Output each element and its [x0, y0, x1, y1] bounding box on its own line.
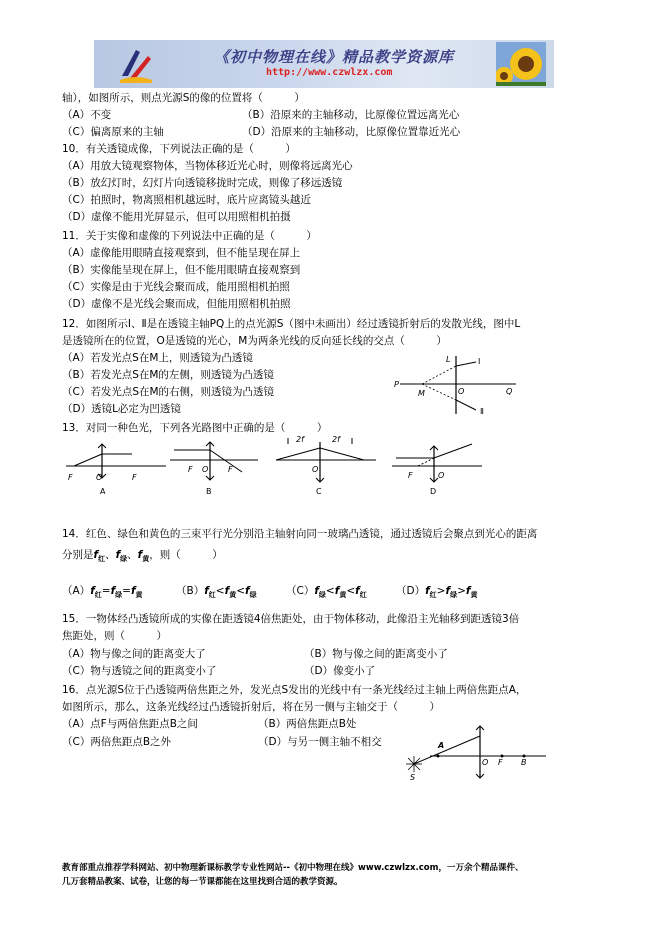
q11-option-c[interactable]: （C）实像是由于光线会聚而成，能用照相机拍照 [62, 281, 290, 293]
q14-option-a[interactable]: $(A)f_红=f_绿=f_黄$ [62, 585, 143, 600]
label-q: Q [506, 387, 513, 396]
label-i: Ⅰ [478, 357, 481, 366]
q13-figure-d [392, 444, 482, 496]
q15-option-b[interactable]: （B）物与像之间的距离变小了 [304, 648, 448, 660]
svg-text:F: F [68, 473, 73, 482]
q11-option-a[interactable]: （A）虚像能用眼睛直接观察到，但不能呈现在屏上 [62, 247, 301, 259]
q16-option-a[interactable]: （A）点F与两倍焦距点B之间 [62, 718, 198, 730]
q12-stem-line1: 12．如图所示Ⅰ、Ⅱ是在透镜主轴PQ上的点光源S（图中未画出）经过透镜折射后的发散光线，图中L [62, 318, 521, 330]
q16-label-s: S [410, 773, 416, 780]
q10-option-a[interactable]: （A）用放大镜观察物体，当物体移近光心时，则像将远离光心 [62, 160, 353, 172]
q16-label-a: A [438, 741, 445, 750]
q16-label-f: F [498, 758, 503, 767]
q15-option-c[interactable]: （C）物与透镜之间的距离变小了 [62, 665, 217, 677]
page-footer [62, 861, 523, 889]
svg-text:O: O [438, 471, 445, 480]
q16-stem-line1: 16．点光源S位于凸透镜两倍焦距之外，发光点S发出的光线中有一条光线经过主轴上两倍焦距点A， [62, 684, 527, 696]
q12-stem-line2: 是透镜所在的位置，O是透镜的光心，M为两条光线的反向延长线的交点（ ） [62, 335, 447, 347]
q14-option-d[interactable]: $(D)f_红>f_绿>f_黄$ [396, 585, 478, 600]
q10-option-d[interactable]: （D）虚像不能用光屏显示，但可以用照相机拍摄 [62, 211, 291, 223]
footer-line2: 几万套精品教案、试卷，让您的每一节课都能在这里找到合适的教学资源。 [62, 877, 343, 887]
banner-title: 《初中物理在线》精品教学资源库 [214, 48, 455, 66]
q11-option-d[interactable]: （D）虚像不是光线会聚而成，但能用照相机拍照 [62, 298, 291, 310]
q10-option-c[interactable]: （C）拍照时，物离照相机越远时，底片应离镜头越近 [62, 194, 311, 206]
q16-label-o: O [482, 758, 489, 767]
svg-text:F: F [408, 471, 413, 480]
svg-text:F: F [132, 473, 137, 482]
q16-label-b: B [521, 758, 527, 767]
q13-label-d: D [430, 487, 437, 496]
q16-option-c[interactable]: （C）两倍焦距点B之外 [62, 736, 172, 748]
q14-option-c[interactable]: $(C)f_绿<f_黄<f_红$ [286, 585, 367, 600]
site-logo-icon [118, 46, 154, 84]
svg-text:F: F [188, 465, 193, 474]
q13-stem: 13．对同一种色光，下列各光路图中正确的是（ ） [62, 422, 328, 434]
q9-option-a[interactable]: （A）不变 [62, 109, 112, 121]
svg-text:2f: 2f [296, 436, 304, 444]
q15-option-d[interactable]: （D）像变小了 [304, 665, 376, 677]
q13-figures [62, 436, 572, 498]
label-ii: Ⅱ [480, 407, 484, 416]
q9-option-b[interactable]: （B）沿原来的主轴移动，比原像位置远离光心 [242, 109, 460, 121]
ray-i-extension [422, 366, 456, 384]
q9-option-d[interactable]: （D）沿原来的主轴移动，比原像位置靠近光心 [242, 126, 461, 138]
q12-option-b[interactable]: （B）若发光点S在M的左侧，则透镜为凸透镜 [62, 369, 274, 381]
q14-stem-line2: 分别是$f_红$、$f_绿$、$f_黄$，则（ ） [62, 549, 223, 564]
q10-stem: 10．有关透镜成像，下列说法正确的是（ ） [62, 143, 296, 155]
q13-label-c: C [316, 487, 322, 496]
label-l: L [446, 355, 451, 364]
q14-option-b[interactable]: $(B)f_红<f_黄<f_绿$ [176, 585, 257, 600]
q13-figure-b [170, 442, 258, 496]
q13-label-a: A [100, 487, 106, 496]
q12-option-c[interactable]: （C）若发光点S在M的右侧，则透镜为凸透镜 [62, 386, 275, 398]
q16-stem-line2: 如图所示，那么，这条光线经过凸透镜折射后，将在另一侧与主轴交于（ ） [62, 701, 440, 713]
footer-line1: 教育部重点推荐学科网站、初中物理新课标教学专业性网站--《初中物理在线》www.czwlzx.com，一万余个精品课件、 [62, 863, 524, 873]
ray-ii-extension [422, 384, 456, 400]
sunflower-icon [496, 42, 546, 86]
q16-option-b[interactable]: （B）两倍焦距点B处 [258, 718, 357, 730]
q11-stem: 11．关于实像和虚像的下列说法中正确的是（ ） [62, 230, 317, 242]
q13-figure-c [276, 436, 376, 496]
q15-stem-line1: 15．一物体经凸透镜所成的实像在距透镜4倍焦距处，由于物体移动，此像沿主光轴移到距透镜3倍 [62, 613, 520, 625]
svg-text:2f: 2f [332, 436, 340, 444]
label-m: M [418, 389, 425, 398]
svg-text:O: O [312, 465, 319, 474]
q16-figure [400, 718, 550, 780]
q15-option-a[interactable]: （A）物与像之间的距离变大了 [62, 648, 206, 660]
q9-continuation: 轴），如图所示，则点光源S的像的位置将（ ） [62, 92, 305, 104]
q12-option-d[interactable]: （D）透镜L必定为凹透镜 [62, 403, 181, 415]
q16-option-d[interactable]: （D）与另一侧主轴不相交 [258, 736, 382, 748]
q13-figure-a [66, 444, 166, 496]
q12-figure [392, 350, 522, 420]
ray-i [456, 362, 476, 366]
q12-option-a[interactable]: （A）若发光点S在M上，则透镜为凸透镜 [62, 352, 253, 364]
q11-option-b[interactable]: （B）实像能呈现在屏上，但不能用眼睛直接观察到 [62, 264, 301, 276]
svg-text:O: O [96, 473, 103, 482]
label-p: P [394, 380, 399, 389]
banner-url[interactable]: http://www.czwlzx.com [266, 67, 393, 78]
ray-ii [456, 400, 476, 410]
q9-option-c[interactable]: （C）偏离原来的主轴 [62, 126, 164, 138]
header-banner [94, 40, 554, 88]
label-o: O [458, 387, 465, 396]
q13-label-b: B [206, 487, 212, 496]
q10-option-b[interactable]: （B）放幻灯时，幻灯片向透镜移拢时完成，则像了移远透镜 [62, 177, 343, 189]
svg-text:O: O [202, 465, 209, 474]
q14-stem-line1: 14．红色、绿色和黄色的三束平行光分别沿主轴射向同一玻璃凸透镜，通过透镜后会聚点到光心的距离 [62, 528, 538, 540]
q15-stem-line2: 焦距处，则（ ） [62, 630, 167, 642]
svg-text:F: F [228, 465, 233, 474]
